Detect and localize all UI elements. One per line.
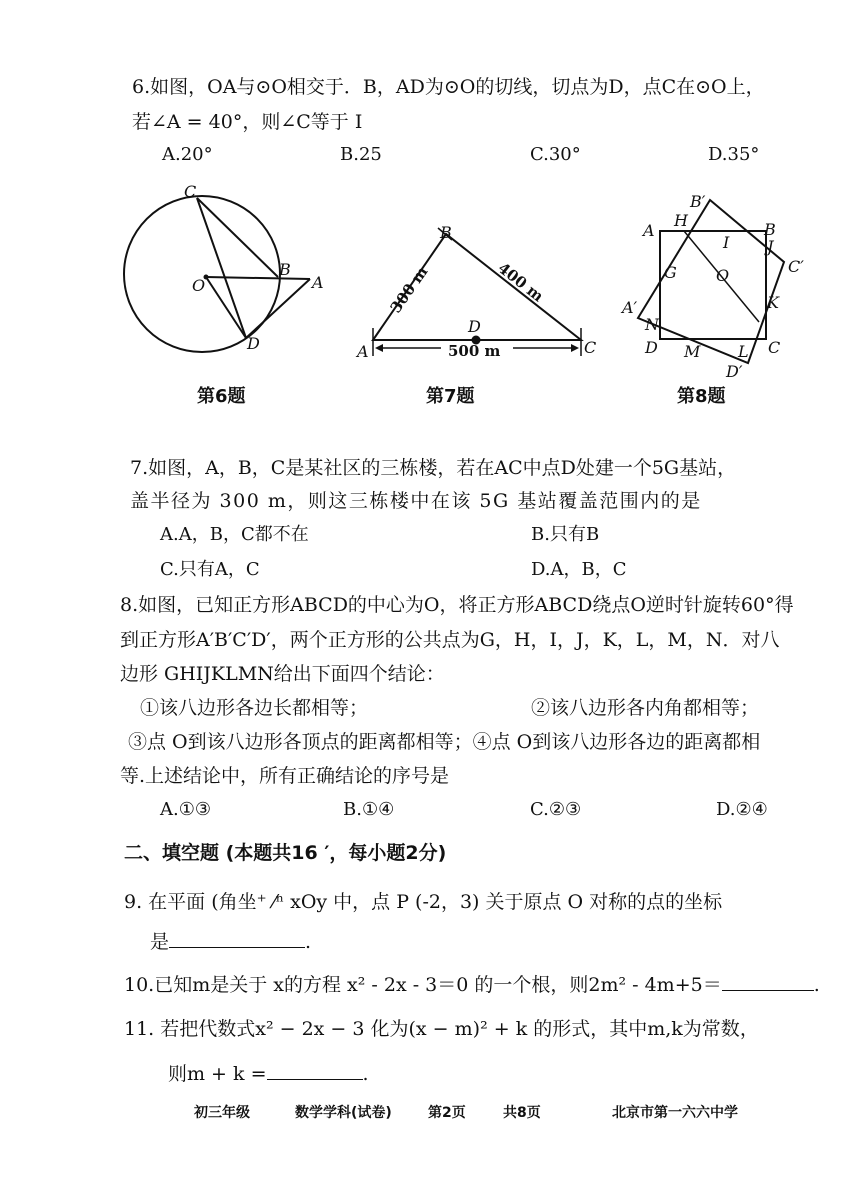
q9-prefix: 是 — [150, 931, 170, 953]
fig6-label-b: B — [279, 260, 291, 279]
q11-suffix: . — [362, 1063, 369, 1085]
fig7-label-d: D — [468, 317, 481, 336]
q8-line1: 8.如图，已知正方形ABCD的中心为O，将正方形ABCD绕点O逆时针旋转60°得 — [120, 594, 794, 616]
fig8-label-a: A — [643, 221, 655, 240]
q9-answer-blank[interactable] — [169, 931, 305, 948]
q9-line2 — [150, 931, 311, 952]
fig8-label-c-prime: C′ — [788, 257, 804, 276]
q8-line3: 边形 GHIJKLMN给出下面四个结论： — [120, 663, 445, 685]
footer-grade: 初三年级 — [194, 1105, 250, 1121]
q10-line — [124, 974, 820, 995]
q6-option-c: C.30° — [530, 144, 581, 165]
q11-prefix: 则m + k = — [168, 1063, 267, 1085]
q6-line2: 若∠A = 40°，则∠C等于 I — [132, 111, 363, 133]
fig8-label-c: C — [768, 338, 781, 357]
fig8-label-m: M — [684, 342, 701, 361]
q11-line1: 11. 若把代数式x² − 2x − 3 化为(x − m)² + k 的形式，其中m,k为常数， — [124, 1018, 759, 1040]
q7-option-d: D.A，B，C — [531, 559, 627, 580]
fig8-label-d: D — [645, 338, 658, 357]
fig6-label-c: C — [184, 182, 197, 201]
fig8-label-g: G — [664, 263, 677, 282]
fig6-label-a: A — [312, 273, 324, 292]
q7-option-c: C.只有A，C — [160, 559, 260, 580]
q7-option-b: B.只有B — [531, 524, 600, 545]
q6-option-b: B.25 — [340, 144, 382, 165]
q8-line2: 到正方形A′B′C′D′，两个正方形的公共点为G，H，I，J，K，L，M，N．对八 — [120, 629, 780, 651]
q8-option-a: A.①③ — [160, 799, 211, 820]
fig8-label-o: O — [716, 266, 730, 285]
fig7-label-bc: 400 m — [494, 258, 547, 306]
figure-6-caption: 第6题 — [197, 386, 246, 407]
fig8-label-b: B — [764, 220, 776, 239]
footer-subject: 数学学科(试卷) — [295, 1105, 392, 1121]
fig8-label-j: J — [767, 237, 774, 256]
fig8-label-a-prime: A′ — [622, 298, 638, 317]
q6-option-d: D.35° — [708, 144, 760, 165]
fig8-label-i: I — [723, 233, 730, 252]
fig8-label-k: K — [767, 293, 779, 312]
figure-7-caption: 第7题 — [426, 386, 475, 407]
q10-suffix: . — [813, 974, 820, 996]
fig8-label-d-prime: D′ — [726, 362, 743, 381]
footer-school: 北京市第一六六中学 — [612, 1105, 738, 1121]
q8-line4: 等.上述结论中，所有正确结论的序号是 — [120, 765, 450, 787]
fig8-label-n: N — [645, 315, 659, 334]
q9-suffix: . — [305, 931, 312, 953]
q7-option-a: A.A，B，C都不在 — [160, 524, 309, 545]
fig8-label-h: H — [674, 211, 688, 230]
fig8-label-l: L — [738, 342, 749, 361]
q8-conclusion-3-4: ③点 O到该八边形各顶点的距离都相等；④点 O到该八边形各边的距离都相 — [128, 731, 761, 753]
footer-total: 共8页 — [503, 1105, 541, 1121]
q8-option-c: C.②③ — [530, 799, 582, 820]
q7-line1: 7.如图，A，B，C是某社区的三栋楼，若在AC中点D处建一个5G基站， — [130, 457, 737, 479]
figure-8-caption: 第8题 — [677, 386, 726, 407]
fig7-label-a: A — [357, 342, 369, 361]
fig6-label-o: O — [192, 276, 206, 295]
q6-line1: 6.如图，OA与⊙O相交于．B，AD为⊙O的切线，切点为D，点C在⊙O上， — [132, 76, 765, 98]
fig8-label-b-prime: B′ — [690, 192, 706, 211]
q9-line1: 9. 在平面 (角坐⁺ ⁄ⁿ xOy 中，点 P (-2，3) 关于原点 O 对称的点的坐标 — [124, 891, 723, 913]
q7-line2: 盖半径为 300 m，则这三栋楼中在该 5G 基站覆盖范围内的是 — [130, 490, 702, 512]
q8-option-b: B.①④ — [343, 799, 395, 820]
fig7-label-ac: 500 m — [448, 342, 501, 360]
section-2-title: 二、填空题 (本题共16 ′，每小题2分) — [124, 842, 447, 864]
q8-option-d: D.②④ — [716, 799, 768, 820]
q8-conclusion-1: ①该八边形各边长都相等； — [140, 697, 369, 719]
fig6-label-d: D — [247, 334, 260, 353]
fig7-label-b: B — [440, 223, 452, 242]
footer-page: 第2页 — [428, 1105, 466, 1121]
q6-option-a: A.20° — [162, 144, 213, 165]
fig7-label-ab: 300 m — [386, 263, 432, 317]
q10-answer-blank[interactable] — [722, 974, 814, 991]
q8-conclusion-2: ②该八边形各内角都相等； — [531, 697, 760, 719]
q11-line2 — [168, 1063, 369, 1084]
fig7-label-c: C — [584, 338, 597, 357]
q11-answer-blank[interactable] — [267, 1063, 363, 1080]
q10-text: 10.已知m是关于 x的方程 x² - 2x - 3＝0 的一个根，则2m² - 4m+5＝ — [124, 974, 722, 996]
